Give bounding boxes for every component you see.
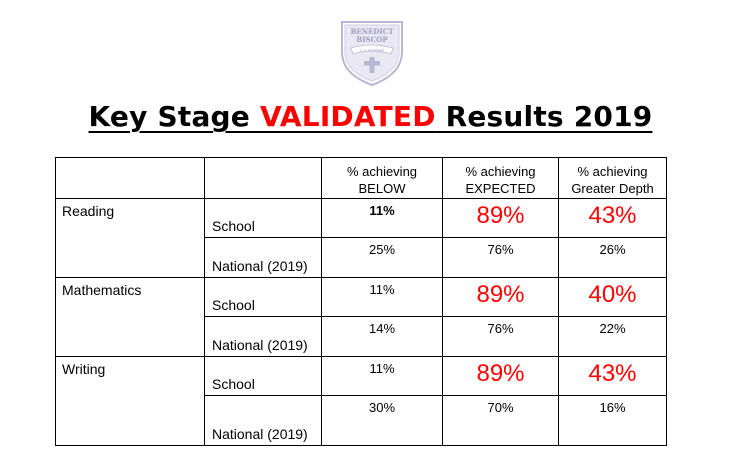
row-label-national: National (2019) [205, 396, 322, 446]
title-suffix: Results 2019 [435, 100, 653, 133]
cell-greater-depth: 22% [559, 317, 667, 357]
cell-below: 11% [322, 357, 443, 396]
title-prefix: Key Stage [88, 100, 260, 133]
title-highlight: VALIDATED [259, 100, 436, 133]
cell-below: 30% [322, 396, 443, 446]
header-greater-depth: % achieving Greater Depth [559, 158, 667, 199]
header-row [56, 158, 667, 199]
header-empty-type [205, 158, 322, 199]
cell-greater-depth: 26% [559, 238, 667, 278]
cell-greater-depth: 16% [559, 396, 667, 446]
page-title [0, 100, 741, 133]
cell-expected: 89% [443, 278, 559, 317]
logo-name-line2: BISCOP [356, 35, 388, 44]
row-label-national: National (2019) [205, 238, 322, 278]
header-empty-subject [56, 158, 205, 199]
table-row [56, 278, 667, 317]
cell-expected: 89% [443, 199, 559, 238]
subject-cell-writing: Writing [56, 357, 205, 446]
row-label-school: School [205, 199, 322, 238]
cell-greater-depth: 43% [559, 357, 667, 396]
table-row [56, 357, 667, 396]
table-row [56, 199, 667, 238]
cell-below: 14% [322, 317, 443, 357]
cell-greater-depth: 40% [559, 278, 667, 317]
cell-below: 11% [322, 199, 443, 238]
cell-expected: 76% [443, 317, 559, 357]
cell-below: 11% [322, 278, 443, 317]
subject-cell-mathematics: Mathematics [56, 278, 205, 357]
row-label-school: School [205, 278, 322, 317]
logo-motto: C. E. ACADEMY [360, 48, 384, 53]
subject-cell-reading: Reading [56, 199, 205, 278]
logo-name-line1: BENEDICT [350, 27, 394, 36]
cell-below: 25% [322, 238, 443, 278]
row-label-school: School [205, 357, 322, 396]
school-crest-logo [337, 18, 407, 88]
row-label-national: National (2019) [205, 317, 322, 357]
header-below: % achieving BELOW [322, 158, 443, 199]
cell-expected: 76% [443, 238, 559, 278]
cell-expected: 70% [443, 396, 559, 446]
cell-expected: 89% [443, 357, 559, 396]
results-table [55, 157, 667, 446]
cell-greater-depth: 43% [559, 199, 667, 238]
header-expected: % achieving EXPECTED [443, 158, 559, 199]
